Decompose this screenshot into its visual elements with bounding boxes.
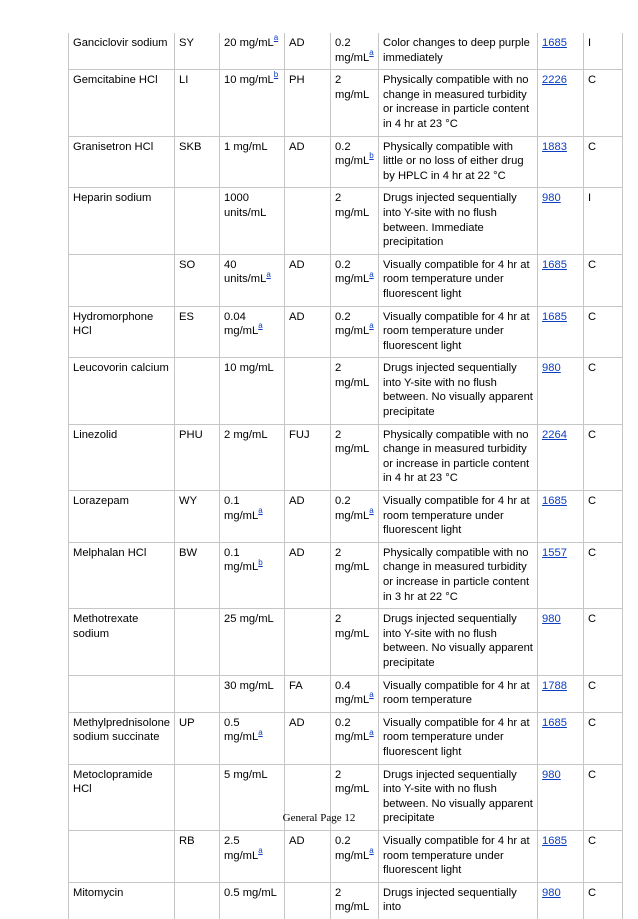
remarks-cell [379, 491, 538, 543]
footnote-letter[interactable]: a [273, 33, 279, 43]
test-drug-concentration-cell-text: 2 mg/mL [335, 613, 370, 640]
footnote-letter[interactable]: a [369, 505, 374, 515]
drug-name-cell [69, 33, 175, 70]
test-drug-manufacturer-cell [285, 70, 331, 136]
compatibility-cell-text: C [588, 613, 597, 626]
remarks-cell [379, 830, 538, 882]
test-drug-concentration-cell-text: 0.2 mg/mL [335, 834, 370, 862]
compatibility-cell-text: C [588, 495, 597, 508]
table-row [69, 358, 623, 424]
table-row [69, 675, 623, 712]
drug-name-cell-text: Mitomycin [73, 886, 124, 899]
test-drug-concentration-cell-text: 0.2 mg/mL [335, 716, 370, 744]
table-row [69, 306, 623, 358]
reference-cell [538, 882, 584, 919]
test-drug-manufacturer-cell-text: AD [289, 310, 305, 323]
test-drug-manufacturer-cell [285, 254, 331, 306]
remarks-cell [379, 882, 538, 919]
test-drug-concentration-cell [331, 254, 379, 306]
reference-cell [538, 188, 584, 254]
footnote-marker[interactable] [369, 728, 373, 737]
compatibility-cell [584, 358, 623, 424]
reference-link[interactable]: 980 [542, 768, 561, 781]
test-drug-concentration-cell [331, 33, 379, 70]
test-drug-concentration-cell-text: 2 mg/mL [335, 428, 370, 456]
footnote-marker[interactable] [258, 846, 262, 855]
footnote-marker[interactable] [369, 270, 373, 279]
manufacturer-cell [175, 136, 220, 188]
manufacturer-cell [175, 542, 220, 608]
test-drug-manufacturer-cell-text: AD [289, 258, 305, 271]
reference-cell [538, 70, 584, 136]
table-row [69, 33, 623, 70]
concentration-cell-text: 0.1 mg/mL [224, 546, 259, 574]
test-drug-manufacturer-cell [285, 675, 331, 712]
reference-cell [538, 712, 584, 764]
remarks-cell-text: Physically compatible with no change in measured turbidity or increase in particle content in 4 hr at 23 °C [383, 74, 530, 130]
footnote-marker[interactable] [258, 728, 262, 737]
test-drug-manufacturer-cell [285, 136, 331, 188]
remarks-cell-text: Drugs injected sequentially into Y-site with no flush between. No visually apparent precipitate [383, 362, 533, 419]
test-drug-concentration-cell-text: 2 mg/mL [335, 362, 370, 389]
concentration-cell-text: 10 mg/mL [224, 362, 274, 375]
compatibility-cell-text: C [588, 140, 597, 153]
test-drug-concentration-cell-text: 0.2 mg/mL [335, 258, 370, 286]
compatibility-cell [584, 675, 623, 712]
test-drug-concentration-cell-text: 2 mg/mL [335, 768, 370, 796]
page-footer: General Page 12 [282, 812, 356, 824]
manufacturer-cell-text: ES [179, 310, 194, 323]
drug-name-cell [69, 70, 175, 136]
manufacturer-cell-text: WY [179, 495, 198, 508]
remarks-cell-text: Visually compatible for 4 hr at room temperature under fluorescent light [383, 716, 530, 758]
footnote-letter[interactable]: b [258, 557, 263, 567]
test-drug-concentration-cell [331, 491, 379, 543]
test-drug-concentration-cell-text: 2 mg/mL [335, 886, 370, 914]
table-row [69, 542, 623, 608]
remarks-cell [379, 306, 538, 358]
reference-link[interactable]: 2264 [542, 428, 567, 441]
test-drug-manufacturer-cell-text: AD [289, 546, 305, 559]
remarks-cell-text: Drugs injected sequentially into Y-site with no flush between. No visually apparent precipitate [383, 613, 533, 669]
concentration-cell-text: 1 mg/mL [224, 140, 268, 153]
reference-cell [538, 675, 584, 712]
concentration-cell [220, 306, 285, 358]
test-drug-manufacturer-cell [285, 609, 331, 675]
manufacturer-cell [175, 609, 220, 675]
compatibility-cell [584, 830, 623, 882]
concentration-cell-text: 2.5 mg/mL [224, 834, 259, 862]
reference-link[interactable]: 1685 [542, 37, 567, 49]
compatibility-cell-text: C [588, 768, 597, 781]
concentration-cell-text: 0.04 mg/mL [224, 310, 259, 338]
footnote-letter[interactable]: a [258, 845, 263, 855]
footnote-letter[interactable]: a [258, 727, 263, 737]
compatibility-table [68, 33, 623, 919]
compatibility-cell [584, 254, 623, 306]
table-row [69, 254, 623, 306]
remarks-cell-text: Visually compatible for 4 hr at room temperature under fluorescent light [383, 495, 530, 537]
table-row [69, 424, 623, 490]
concentration-cell [220, 609, 285, 675]
test-drug-concentration-cell [331, 136, 379, 188]
drug-name-cell-text: Heparin sodium [73, 192, 152, 205]
test-drug-manufacturer-cell [285, 830, 331, 882]
manufacturer-cell [175, 70, 220, 136]
manufacturer-cell [175, 491, 220, 543]
test-drug-manufacturer-cell [285, 882, 331, 919]
test-drug-manufacturer-cell [285, 188, 331, 254]
concentration-cell [220, 675, 285, 712]
test-drug-concentration-cell [331, 712, 379, 764]
drug-name-cell [69, 188, 175, 254]
drug-name-cell [69, 136, 175, 188]
footnote-letter[interactable]: a [369, 47, 374, 57]
footnote-letter[interactable]: b [273, 70, 279, 80]
test-drug-manufacturer-cell-text: AD [289, 37, 305, 49]
test-drug-manufacturer-cell [285, 712, 331, 764]
footnote-marker[interactable] [369, 690, 373, 699]
table-row [69, 609, 623, 675]
reference-link[interactable]: 980 [542, 613, 561, 626]
reference-link[interactable]: 980 [542, 192, 561, 205]
footnote-marker[interactable] [258, 321, 262, 330]
test-drug-concentration-cell-text: 0.2 mg/mL [335, 310, 370, 338]
test-drug-manufacturer-cell-text: AD [289, 140, 305, 153]
drug-name-cell [69, 542, 175, 608]
reference-cell [538, 358, 584, 424]
concentration-cell [220, 33, 285, 70]
remarks-cell-text: Physically compatible with no change in measured turbidity or increase in particle content in 4 hr at 23 °C [383, 428, 530, 485]
concentration-cell-text: 25 mg/mL [224, 613, 274, 626]
test-drug-concentration-cell [331, 188, 379, 254]
reference-link[interactable]: 1685 [542, 716, 567, 729]
table-row [69, 712, 623, 764]
compatibility-cell [584, 306, 623, 358]
compatibility-cell-text: C [588, 834, 597, 847]
manufacturer-cell [175, 675, 220, 712]
manufacturer-cell [175, 33, 220, 70]
drug-name-cell-text: Melphalan HCl [73, 546, 147, 559]
test-drug-manufacturer-cell-text: FA [289, 679, 303, 692]
drug-name-cell [69, 254, 175, 306]
test-drug-manufacturer-cell-text: AD [289, 495, 305, 508]
test-drug-concentration-cell [331, 358, 379, 424]
drug-name-cell-text: Metoclopramide HCl [73, 768, 153, 796]
compatibility-cell-text: C [588, 362, 597, 375]
manufacturer-cell [175, 358, 220, 424]
table-row [69, 70, 623, 136]
test-drug-manufacturer-cell [285, 306, 331, 358]
remarks-cell [379, 542, 538, 608]
compatibility-cell-text: C [588, 258, 597, 271]
footnote-marker[interactable] [274, 70, 278, 79]
concentration-cell-text: 0.5 mg/mL [224, 886, 277, 899]
drug-name-cell-text: Gemcitabine HCl [73, 74, 158, 87]
compatibility-cell-text: C [588, 74, 597, 87]
footnote-letter[interactable]: a [369, 690, 374, 700]
drug-name-cell [69, 358, 175, 424]
drug-name-cell-text: Methylprednisolone sodium succinate [73, 716, 171, 744]
test-drug-concentration-cell [331, 675, 379, 712]
footnote-letter[interactable]: a [369, 321, 374, 331]
manufacturer-cell [175, 306, 220, 358]
table-row [69, 188, 623, 254]
concentration-cell [220, 136, 285, 188]
manufacturer-cell [175, 188, 220, 254]
drug-name-cell-text: Hydromorphone HCl [73, 310, 154, 338]
drug-name-cell-text: Methotrexate sodium [73, 613, 139, 640]
table-body [69, 33, 623, 919]
test-drug-manufacturer-cell [285, 424, 331, 490]
manufacturer-cell-text: SO [179, 258, 196, 271]
footnote-letter[interactable]: a [369, 845, 374, 855]
table-row [69, 830, 623, 882]
test-drug-manufacturer-cell-text: FUJ [289, 428, 310, 441]
test-drug-concentration-cell-text: 2 mg/mL [335, 192, 370, 219]
manufacturer-cell-text: SKB [179, 140, 202, 153]
footnote-marker[interactable] [266, 270, 270, 279]
reference-cell [538, 542, 584, 608]
manufacturer-cell-text: PHU [179, 428, 203, 441]
test-drug-concentration-cell-text: 0.2 mg/mL [335, 37, 370, 64]
remarks-cell [379, 424, 538, 490]
test-drug-concentration-cell-text: 2 mg/mL [335, 546, 370, 574]
drug-name-cell [69, 609, 175, 675]
remarks-cell [379, 136, 538, 188]
footnote-letter[interactable]: b [369, 151, 374, 161]
footnote-letter[interactable]: a [369, 269, 374, 279]
reference-cell [538, 491, 584, 543]
remarks-cell-text: Visually compatible for 4 hr at room temperature [383, 679, 530, 707]
remarks-cell [379, 712, 538, 764]
table-row [69, 491, 623, 543]
concentration-cell-text: 5 mg/mL [224, 768, 268, 781]
concentration-cell [220, 712, 285, 764]
compatibility-cell-text: I [588, 192, 592, 205]
test-drug-manufacturer-cell [285, 33, 331, 70]
footnote-marker[interactable] [274, 33, 278, 42]
reference-cell [538, 136, 584, 188]
table-row [69, 882, 623, 919]
reference-cell [538, 609, 584, 675]
remarks-cell-text: Color changes to deep purple immediately [383, 37, 530, 64]
reference-cell [538, 424, 584, 490]
concentration-cell [220, 254, 285, 306]
concentration-cell-text: 20 mg/mL [224, 37, 274, 49]
test-drug-concentration-cell [331, 306, 379, 358]
drug-name-cell-text: Linezolid [73, 428, 118, 441]
test-drug-manufacturer-cell-text: PH [289, 74, 305, 87]
concentration-cell [220, 70, 285, 136]
test-drug-concentration-cell [331, 830, 379, 882]
manufacturer-cell-text: LI [179, 74, 189, 87]
footnote-marker[interactable] [369, 321, 373, 330]
compatibility-cell [584, 33, 623, 70]
test-drug-manufacturer-cell [285, 491, 331, 543]
compatibility-cell [584, 424, 623, 490]
compatibility-cell-text: C [588, 679, 597, 692]
compatibility-cell [584, 491, 623, 543]
concentration-cell-text: 0.5 mg/mL [224, 716, 259, 744]
concentration-cell-text: 30 mg/mL [224, 679, 274, 692]
drug-name-cell [69, 830, 175, 882]
reference-link[interactable]: 980 [542, 886, 561, 899]
concentration-cell [220, 491, 285, 543]
footnote-marker[interactable] [369, 506, 373, 515]
test-drug-concentration-cell-text: 0.2 mg/mL [335, 140, 370, 168]
compatibility-cell-text: I [588, 37, 592, 49]
remarks-cell [379, 675, 538, 712]
reference-cell [538, 254, 584, 306]
reference-link[interactable]: 1685 [542, 310, 567, 323]
remarks-cell-text: Physically compatible with no change in measured turbidity or increase in particle content in 3 hr at 22 °C [383, 546, 530, 603]
concentration-cell-text: 40 units/mL [224, 258, 267, 286]
compatibility-cell-text: C [588, 310, 597, 323]
reference-link[interactable]: 980 [542, 362, 561, 375]
compatibility-cell [584, 882, 623, 919]
footnote-letter[interactable]: a [266, 269, 271, 279]
concentration-cell [220, 358, 285, 424]
compatibility-cell-text: C [588, 428, 597, 441]
compatibility-cell [584, 136, 623, 188]
compatibility-cell-text: C [588, 886, 597, 899]
reference-link[interactable]: 1557 [542, 546, 567, 559]
table-row [69, 136, 623, 188]
drug-name-cell [69, 306, 175, 358]
concentration-cell-text: 1000 units/mL [224, 192, 267, 219]
footnote-marker[interactable] [258, 558, 262, 567]
footnote-marker[interactable] [369, 48, 373, 57]
test-drug-concentration-cell-text: 2 mg/mL [335, 74, 370, 101]
drug-name-cell-text: Leucovorin calcium [73, 362, 169, 375]
reference-link[interactable]: 1883 [542, 140, 567, 153]
remarks-cell [379, 33, 538, 70]
compatibility-cell [584, 542, 623, 608]
compatibility-cell [584, 712, 623, 764]
concentration-cell [220, 424, 285, 490]
compatibility-cell [584, 70, 623, 136]
test-drug-manufacturer-cell-text: AD [289, 716, 305, 729]
drug-name-cell [69, 424, 175, 490]
remarks-cell [379, 70, 538, 136]
test-drug-concentration-cell-text: 0.2 mg/mL [335, 495, 370, 522]
remarks-cell-text: Visually compatible for 4 hr at room temperature under fluorescent light [383, 310, 530, 352]
manufacturer-cell [175, 882, 220, 919]
manufacturer-cell [175, 830, 220, 882]
drug-name-cell-text: Lorazepam [73, 495, 129, 508]
compatibility-cell [584, 188, 623, 254]
reference-cell [538, 830, 584, 882]
remarks-cell-text: Drugs injected sequentially into [383, 886, 517, 914]
reference-link[interactable]: 2226 [542, 74, 567, 87]
test-drug-manufacturer-cell [285, 542, 331, 608]
footnote-letter[interactable]: a [369, 727, 374, 737]
manufacturer-cell-text: RB [179, 834, 195, 847]
test-drug-manufacturer-cell [285, 358, 331, 424]
drug-name-cell [69, 712, 175, 764]
concentration-cell-text: 2 mg/mL [224, 428, 268, 441]
footnote-marker[interactable] [258, 506, 262, 515]
reference-cell [538, 33, 584, 70]
remarks-cell [379, 609, 538, 675]
footnote-letter[interactable]: a [258, 321, 263, 331]
footnote-letter[interactable]: a [258, 505, 263, 515]
concentration-cell-text: 0.1 mg/mL [224, 495, 259, 522]
manufacturer-cell [175, 424, 220, 490]
drug-name-cell [69, 675, 175, 712]
drug-name-cell-text: Granisetron HCl [73, 140, 154, 153]
drug-name-cell [69, 882, 175, 919]
concentration-cell [220, 188, 285, 254]
compatibility-cell-text: C [588, 546, 597, 559]
remarks-cell-text: Visually compatible for 4 hr at room temperature under fluorescent light [383, 834, 530, 877]
remarks-cell [379, 188, 538, 254]
test-drug-concentration-cell [331, 70, 379, 136]
drug-name-cell-text: Ganciclovir sodium [73, 37, 168, 49]
reference-link[interactable]: 1685 [542, 834, 567, 847]
compatibility-cell-text: C [588, 716, 597, 729]
reference-link[interactable]: 1685 [542, 258, 567, 271]
remarks-cell-text: Physically compatible with little or no loss of either drug by HPLC in 4 hr at 22 °C [383, 140, 524, 182]
test-drug-concentration-cell-text: 0.4 mg/mL [335, 679, 370, 707]
remarks-cell-text: Drugs injected sequentially into Y-site with no flush between. No visually apparent precipitate [383, 768, 533, 825]
remarks-cell-text: Drugs injected sequentially into Y-site with no flush between. Immediate precipitation [383, 192, 517, 249]
reference-cell [538, 306, 584, 358]
test-drug-manufacturer-cell-text: AD [289, 834, 305, 847]
compatibility-cell [584, 609, 623, 675]
reference-link[interactable]: 1685 [542, 495, 567, 508]
test-drug-concentration-cell [331, 424, 379, 490]
footnote-marker[interactable] [369, 846, 373, 855]
test-drug-concentration-cell [331, 609, 379, 675]
concentration-cell [220, 542, 285, 608]
concentration-cell [220, 830, 285, 882]
manufacturer-cell-text: UP [179, 716, 195, 729]
drug-name-cell [69, 491, 175, 543]
test-drug-concentration-cell [331, 542, 379, 608]
footnote-marker[interactable] [369, 151, 373, 160]
concentration-cell-text: 10 mg/mL [224, 74, 274, 87]
manufacturer-cell [175, 712, 220, 764]
remarks-cell-text: Visually compatible for 4 hr at room temperature under fluorescent light [383, 258, 530, 300]
manufacturer-cell [175, 254, 220, 306]
concentration-cell [220, 882, 285, 919]
manufacturer-cell-text: BW [179, 546, 198, 559]
remarks-cell [379, 358, 538, 424]
manufacturer-cell-text: SY [179, 37, 194, 49]
test-drug-concentration-cell [331, 882, 379, 919]
remarks-cell [379, 254, 538, 306]
reference-link[interactable]: 1788 [542, 679, 567, 692]
